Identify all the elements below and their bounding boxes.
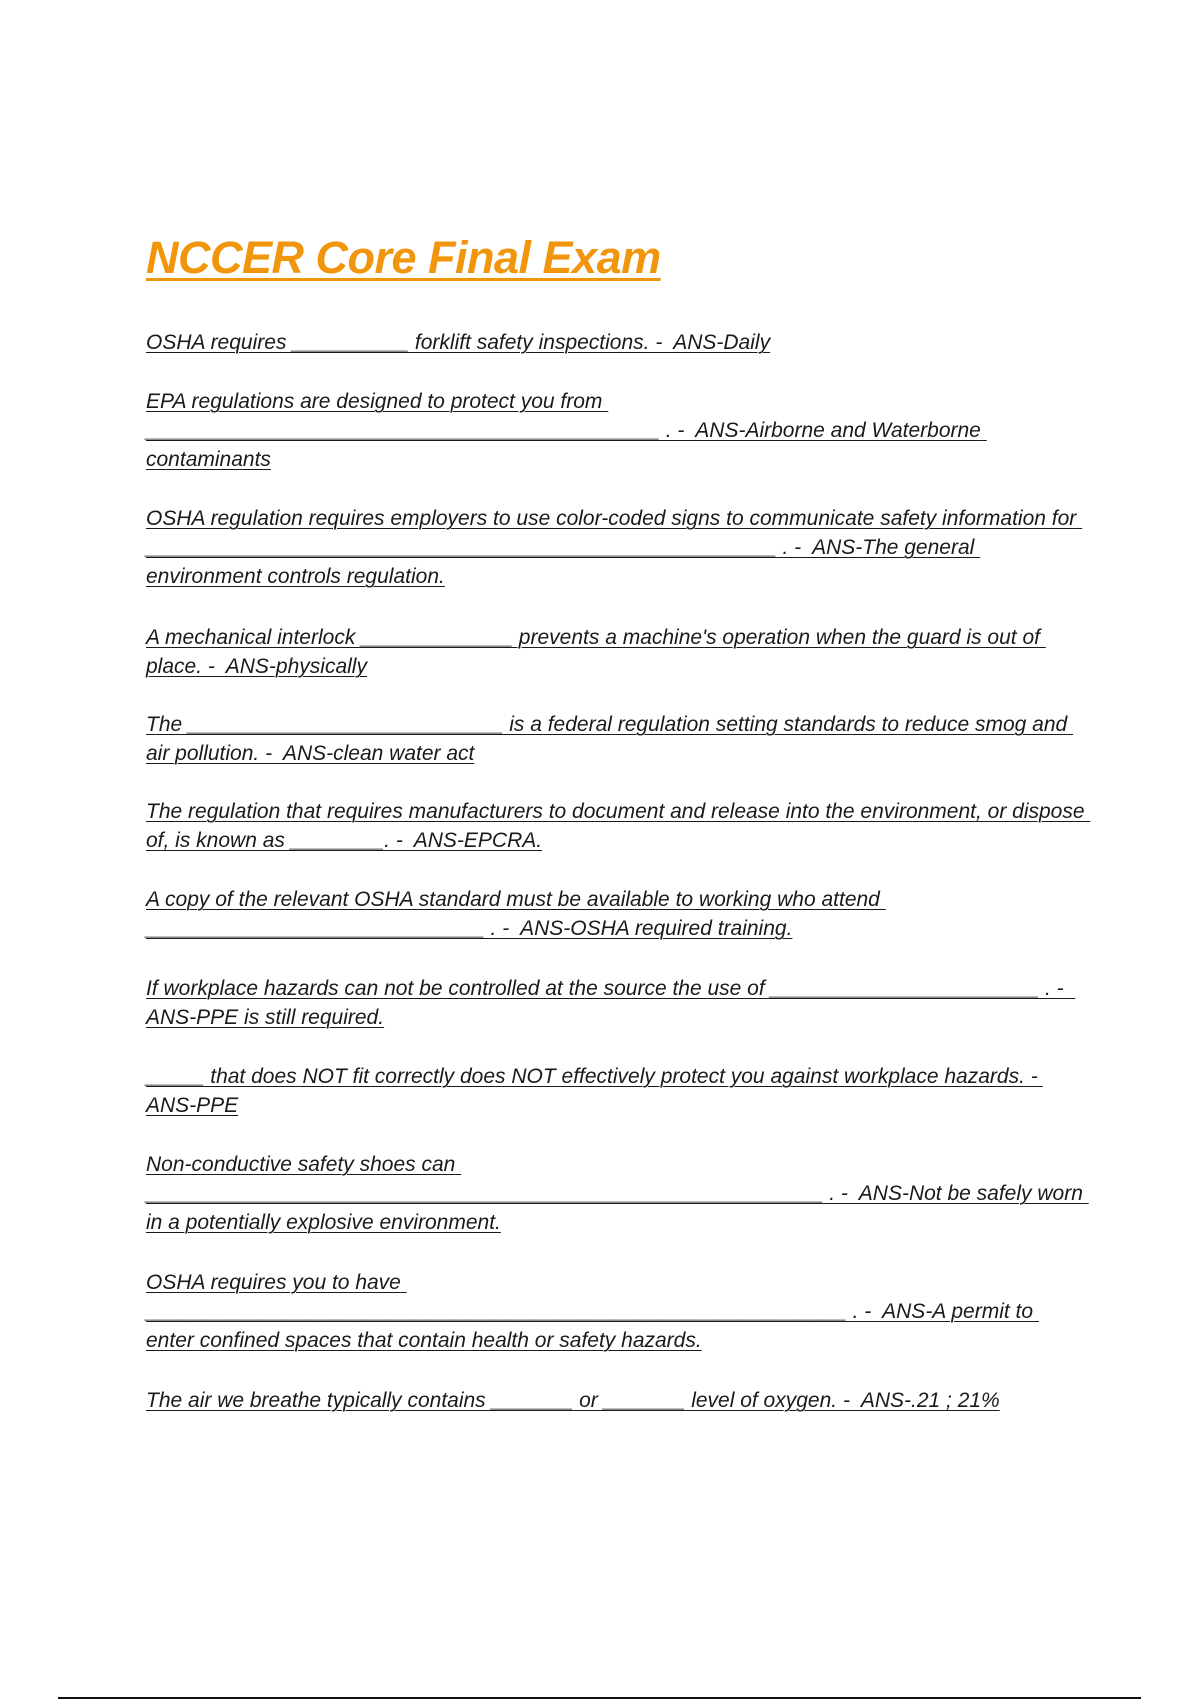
qa-item-12: The air we breathe typically contains _______ or _______ level of oxygen. - ANS-.21 ; 21% xyxy=(146,1389,1000,1412)
qa-item-6: The regulation that requires manufacturers to document and release into the environment, or dispose of, is known as ________. - ANS-EPCRA. xyxy=(146,800,1091,852)
qa-item-1: OSHA requires __________ forklift safety inspections. - ANS-Daily xyxy=(146,331,771,354)
qa-item-11: OSHA requires you to have ____________________________________________________________ . - ANS-A permit to enter confined spaces that contain health or safety hazards. xyxy=(146,1271,1039,1352)
qa-item-2: EPA regulations are designed to protect you from ____________________________________________ . - ANS-Airborne and Waterborne contaminants xyxy=(146,390,987,471)
qa-item-5: The ___________________________ is a federal regulation setting standards to reduce smog and air pollution. - ANS-clean water act xyxy=(146,713,1074,765)
qa-item-9: _____ that does NOT fit correctly does NOT effectively protect you against workplace hazards. - ANS-PPE xyxy=(146,1065,1043,1117)
qa-item-7: A copy of the relevant OSHA standard must be available to working who attend _____________________________ . - ANS-OSHA required training. xyxy=(146,888,886,940)
footer-divider xyxy=(58,1697,1141,1699)
qa-item-8: If workplace hazards can not be controlled at the source the use of _______________________ . - ANS-PPE is still required. xyxy=(146,977,1076,1029)
qa-item-4: A mechanical interlock _____________ prevents a machine's operation when the guard is out of place. - ANS-physically xyxy=(146,626,1046,678)
qa-item-3: OSHA regulation requires employers to use color-coded signs to communicate safety information for ______________________________________________________ . - ANS-The general environment controls regulation. xyxy=(146,507,1083,588)
qa-item-10: Non-conductive safety shoes can __________________________________________________________ . - ANS-Not be safely worn in a potentially explosive environment. xyxy=(146,1153,1089,1234)
page-title: NCCER Core Final Exam xyxy=(146,232,661,283)
